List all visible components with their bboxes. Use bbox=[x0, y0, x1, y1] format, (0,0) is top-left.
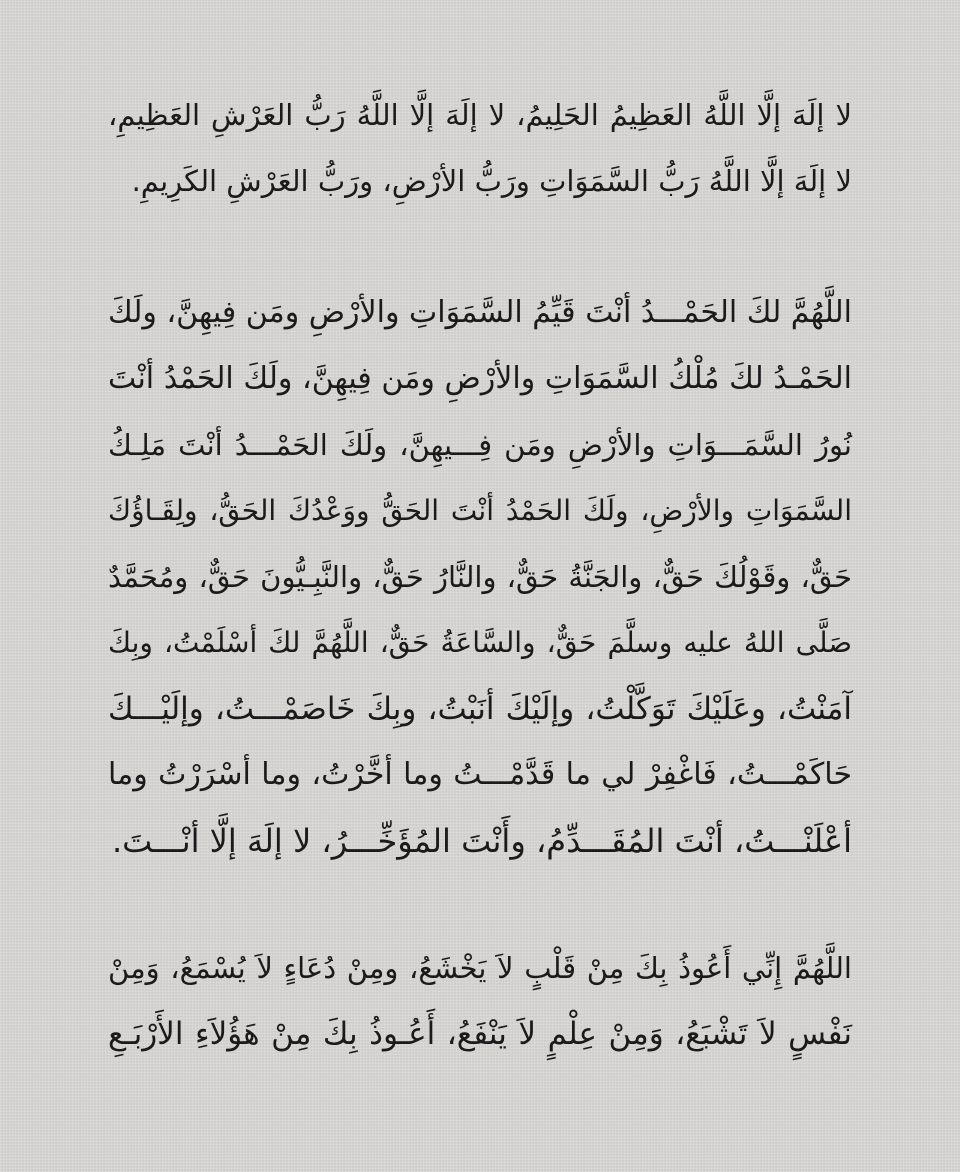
text-line: نَفْسٍ لاَ تَشْبَعُ، وَمِنْ عِلْمٍ لاَ يَنْفَعُ، أَعُـوذُ بِكَ مِنْ هَؤُلاَءِ الأَرْبَـعِ bbox=[108, 1016, 852, 1052]
paragraph-3 bbox=[108, 935, 852, 1067]
text-line: لا إلَهَ إلَّا اللَّهُ رَبُّ السَّمَوَاتِ ورَبُّ الأرْضِ، ورَبُّ العَرْشِ الكَرِيمِ. bbox=[131, 164, 852, 198]
paragraph-1 bbox=[108, 82, 852, 214]
paragraph-2 bbox=[108, 280, 852, 874]
text-line: حَقٌّ، وقَوْلُكَ حَقٌّ، والجَنَّةُ حَقٌّ، والنَّارُ حَقٌّ، والنَّبِـيُّونَ حَقٌّ، ومُحَمَّدٌ bbox=[108, 560, 852, 594]
text-line: الحَمْـدُ لكَ مُلْكُ السَّمَوَاتِ والأرْضِ ومَن فِيهِنَّ، ولَكَ الحَمْدُ أنْتَ bbox=[108, 361, 852, 396]
text-line: صَلَّى اللهُ عليه وسلَّمَ حَقٌّ، والسَّاعَةُ حَقٌّ، اللَّهُمَّ لكَ أسْلَمْتُ، وبِكَ bbox=[108, 626, 852, 659]
text-line: نُورُ السَّمَـــوَاتِ والأرْضِ ومَن فِـــيهِنَّ، ولَكَ الحَمْـــدُ أنْتَ مَلِـكُ bbox=[108, 428, 852, 462]
text-line: آمَنْتُ، وعَلَيْكَ تَوَكَّلْتُ، وإلَيْكَ أنَبْتُ، وبِكَ خَاصَمْـــتُ، وإلَيْـــكَ bbox=[108, 691, 852, 727]
text-line: أعْلَنْـــتُ، أنْتَ المُقَـــدِّمُ، وأَنْتَ المُؤَخِّـــرُ، لا إلَهَ إلَّا أنْـــتَ. bbox=[111, 822, 852, 860]
text-line: اللَّهُمَّ إِنِّي أَعُوذُ بِكَ مِنْ قَلْبٍ لاَ يَخْشَعُ، ومِنْ دُعَاءٍ لاَ يُسْمَعُ، وَمِنْ bbox=[108, 951, 852, 985]
text-line: السَّمَوَاتِ والأرْضِ، ولَكَ الحَمْدُ أنْتَ الحَقُّ ووَعْدُكَ الحَقُّ، ولِقَـاؤُكَ bbox=[108, 494, 852, 527]
text-line: حَاكَمْـــتُ، فَاغْفِرْ لي ما قَدَّمْـــتُ وما أخَّرْتُ، وما أسْرَرْتُ وما bbox=[108, 757, 852, 792]
text-line: لا إلَهَ إلَّا اللَّهُ العَظِيمُ الحَلِيمُ، لا إلَهَ إلَّا اللَّهُ رَبُّ العَرْشِ العَظِيمِ، bbox=[108, 98, 852, 132]
text-line: اللَّهُمَّ لكَ الحَمْـــدُ أنْتَ قَيِّمُ السَّمَوَاتِ والأرْضِ ومَن فِيهِنَّ، ولَكَ bbox=[108, 295, 852, 330]
